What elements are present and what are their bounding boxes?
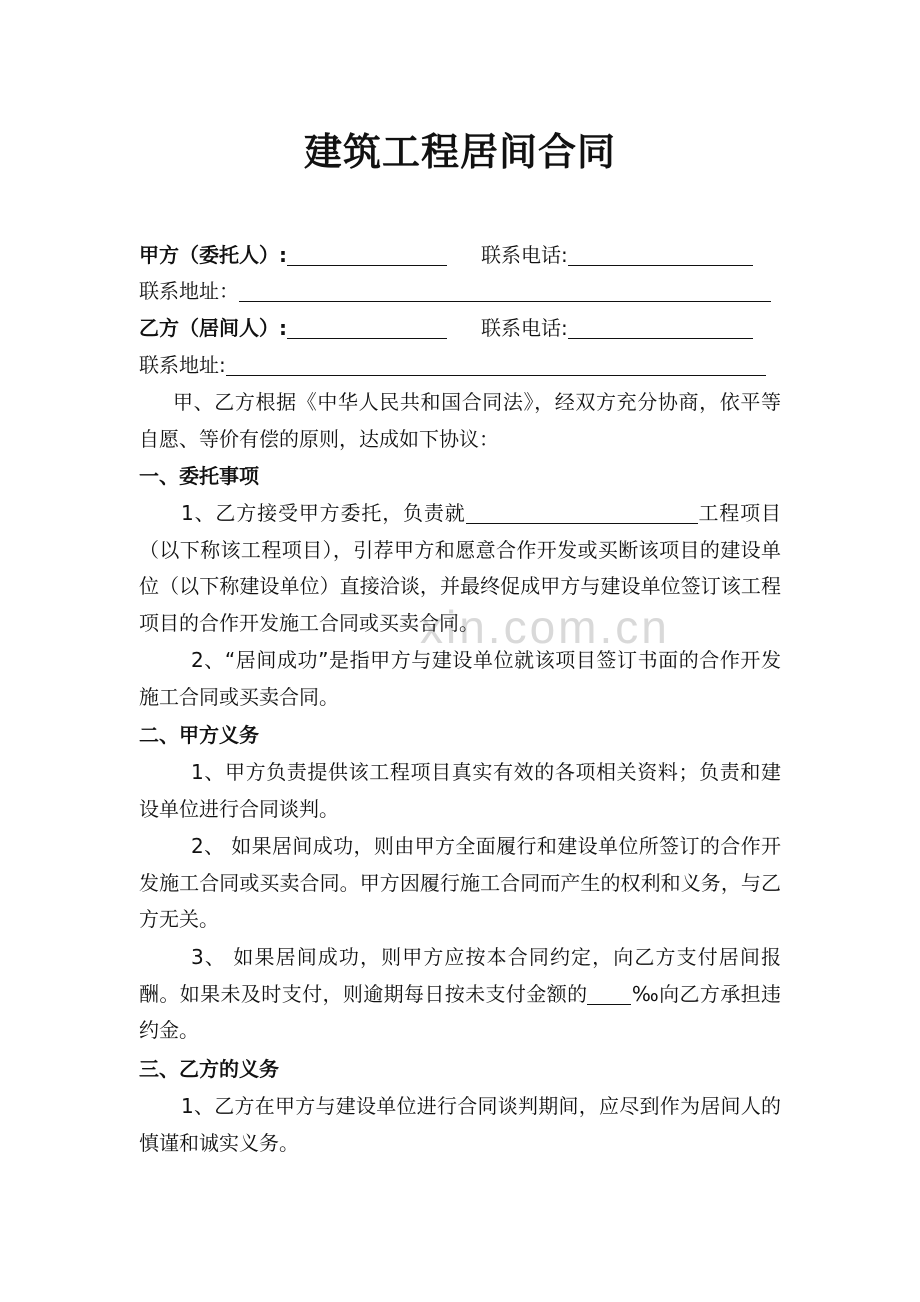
section-2-item-2: 2、 如果居间成功，则由甲方全面履行和建设单位所签订的合作开发施工合同或买卖合同。甲方因履行施工合同而产生的权利和义务，与乙方无关。 <box>139 834 781 931</box>
phone-label-1: 联系电话: <box>481 243 568 267</box>
section-3-heading: 三、乙方的义务 <box>139 1057 279 1081</box>
section-2-item-1: 1、甲方负责提供该工程项目真实有效的各项相关资料；负责和建设单位进行合同谈判。 <box>139 760 781 821</box>
party-a-blank <box>287 241 447 266</box>
section-2-item-3 <box>139 939 781 1049</box>
penalty-rate-blank <box>587 980 631 1005</box>
address-line-2 <box>139 347 766 383</box>
address-blank-2 <box>226 351 766 376</box>
address-blank-1 <box>239 277 771 302</box>
section-2-heading: 二、甲方义务 <box>139 723 259 747</box>
section-1-item-2: 2、“居间成功”是指甲方与建设单位就该项目签订书面的合作开发施工合同或买卖合同。 <box>139 648 781 709</box>
address-line-1 <box>139 273 771 309</box>
project-name-blank <box>466 499 698 524</box>
section-1-item-1-pre: 1、乙方接受甲方委托，负责就 <box>181 501 466 525</box>
document-title: 建筑工程居间合同 <box>303 130 616 174</box>
section-1-item-1 <box>139 495 781 641</box>
party-a-label: 甲方（委托人）: <box>139 243 287 267</box>
section-3-item-1: 1、乙方在甲方与建设单位进行合同谈判期间，应尽到作为居间人的慎谨和诚实义务。 <box>139 1094 781 1155</box>
phone-blank-2 <box>568 314 753 339</box>
section-2-item-3-post: ‰向乙方承担违约金。 <box>139 981 781 1042</box>
address-label-1: 联系地址： <box>139 279 239 303</box>
address-label-2: 联系地址: <box>139 353 226 377</box>
intro-paragraph: 甲、乙方根据《中华人民共和国合同法》，经双方充分协商，依平等自愿、等价有偿的原则，达成如下协议： <box>139 390 781 451</box>
party-a-line <box>139 237 753 273</box>
section-1-item-1-post: 工程项目（以下称该工程项目），引荐甲方和愿意合作开发或买断该项目的建设单位（以下称建设单位）直接洽谈，并最终促成甲方与建设单位签订该工程项目的合作开发施工合同或买卖合同。 <box>139 501 782 635</box>
party-b-label: 乙方（居间人）: <box>139 316 287 340</box>
phone-blank-1 <box>568 241 753 266</box>
watermark: xin.com.cn <box>420 601 670 653</box>
phone-label-2: 联系电话: <box>481 316 568 340</box>
party-b-line <box>139 310 753 346</box>
party-b-blank <box>287 314 447 339</box>
section-2-item-3-pre: 3、 如果居间成功，则甲方应按本合同约定，向乙方支付居间报酬。如果未及时支付，则逾期每日按未支付金额的 <box>139 945 781 1006</box>
section-1-heading: 一、委托事项 <box>139 464 259 488</box>
